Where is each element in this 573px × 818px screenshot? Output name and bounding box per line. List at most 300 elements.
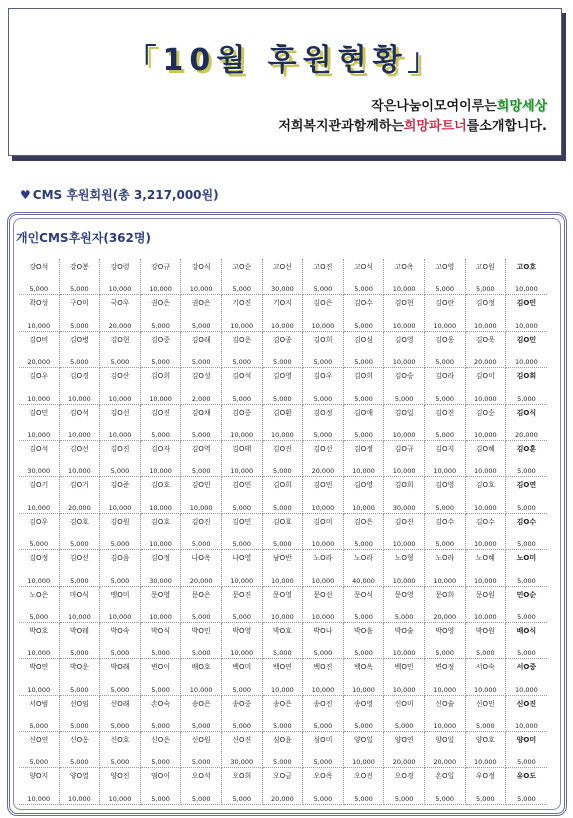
donor-name: 김O웅 [435,335,455,344]
donor-amount: 10,000 [27,503,51,512]
donor-amount: 10,000 [352,503,375,512]
donor-cell [466,659,507,695]
donor-name: 노O은 [29,590,49,599]
donor-name: 강O봉 [69,263,89,271]
donor-amount: 10,000 [108,503,132,512]
donor-cell [222,659,263,695]
donor-amount: 5,000 [232,794,252,803]
donor-amount: 10,000 [27,576,51,585]
donor-cell [384,295,425,331]
donor-amount: 10,000 [230,430,254,439]
donor-amount: 10,000 [311,321,335,330]
donor-amount: 10,000 [230,576,254,585]
donor-cell [100,405,141,441]
donor-cell [303,405,344,441]
donor-name: 노O혜 [475,554,495,563]
donor-amount: 40,000 [352,576,375,585]
donor-name: 박O술 [394,626,414,635]
donor-name: 김O원 [110,517,130,526]
donor-name: 송O영 [354,699,374,708]
donor-name: 양O지 [29,772,49,781]
donor-amount: 5,000 [232,394,252,403]
donor-name: 김O우 [29,372,49,381]
donor-amount: 10,000 [270,430,294,439]
tagline-2-suffix: 를소개합니다. [466,119,547,134]
donor-name: 김O종 [272,335,292,344]
donor-amount: 5,000 [191,467,211,476]
donor-amount: 5,000 [151,758,170,767]
donor-amount: 10,000 [230,467,254,476]
donor-cell [100,477,141,513]
donor-amount: 5,000 [110,540,130,549]
donor-cell [19,477,60,513]
donor-amount: 5,000 [517,540,536,549]
donor-amount: 10,000 [392,321,416,330]
donor-amount: 5,000 [394,612,414,621]
donor-cell [303,659,344,695]
donor-amount: 10,000 [68,394,91,403]
donor-cell [60,696,101,732]
donor-amount: 5,000 [232,685,252,694]
donor-amount: 5,000 [70,576,89,585]
donor-amount: 5,000 [476,649,495,658]
donor-cell [100,550,141,586]
donor-cell [344,732,385,768]
donor-amount: 5,000 [273,649,292,658]
cms-total-label: CMS 후원회원(총 3,217,000원) [32,188,219,202]
donor-cell [344,768,385,804]
donor-name: 김O희 [151,372,171,381]
donor-cell [303,295,344,331]
donor-cell [303,550,344,586]
donor-amount: 5,000 [354,649,373,658]
donor-cell [181,332,222,368]
donor-name: 우O정 [475,772,495,781]
donor-amount: 10,000 [352,758,375,767]
donor-cell [506,696,547,732]
donor-cell [60,332,101,368]
donor-amount: 20,000 [473,358,497,367]
donor-cell [466,768,507,804]
donor-name: 곽O성 [29,299,49,308]
donor-amount: 5,000 [517,576,536,585]
donor-name: 김O진 [435,408,455,417]
donor-name: 김O우 [29,517,49,526]
donor-amount: 5,000 [313,758,333,767]
donor-name: 오O금 [272,772,292,781]
donor-amount: 5,000 [232,285,252,294]
donor-name: 고O선 [272,263,292,271]
donor-cell [384,659,425,695]
donor-amount: 5,000 [191,358,211,367]
donor-cell [181,477,222,513]
donor-name: 김O심 [354,335,374,344]
donor-name: 신O미 [394,699,414,708]
donor-name: 김O민 [516,335,537,344]
donor-cell [303,259,344,295]
donor-cell [19,368,60,404]
donor-cell [263,587,304,623]
donor-name: 김O산 [110,372,130,381]
donor-cell [19,332,60,368]
donor-amount: 5,000 [110,758,130,767]
donor-cell [100,587,141,623]
donor-amount: 5,000 [435,358,455,367]
donor-amount: 10,000 [352,467,375,476]
donor-cell [60,587,101,623]
donor-name: 문O은 [191,590,211,599]
donor-name: 변O정 [435,663,455,672]
donor-cell [100,259,141,295]
donor-cell [425,732,466,768]
donor-cell [344,659,385,695]
donor-cell [425,405,466,441]
donor-cell [425,441,466,477]
donor-name: 기O지 [272,299,292,308]
donor-amount: 10,000 [108,285,132,294]
donor-name: 김O애 [354,408,374,417]
donor-cell [384,368,425,404]
donor-cell [60,441,101,477]
donor-name: 김O민 [29,408,49,417]
donor-name: 김O현 [110,335,130,344]
donor-name: 강O식 [191,263,211,271]
donor-amount: 10,000 [311,685,335,694]
donor-name: 박O영 [435,626,455,635]
donor-amount: 20,000 [27,358,51,367]
donor-cell [100,696,141,732]
donor-name: 김O민 [313,481,333,490]
donor-cell [181,259,222,295]
donor-cell [181,514,222,550]
donor-amount: 5,000 [313,794,333,803]
donor-cell [19,295,60,331]
donor-name: 노O미 [516,554,537,563]
donor-name: 김O정 [354,444,374,453]
donor-name: 박O호 [272,626,292,635]
donor-amount: 5,000 [273,358,292,367]
donor-name: 양O진 [110,772,130,781]
donor-cell [384,332,425,368]
donor-cell [141,550,182,586]
donor-cell [425,696,466,732]
donor-amount: 10,000 [149,503,172,512]
donor-cell [141,514,182,550]
donor-amount: 10,000 [515,321,538,330]
donor-cell [466,477,507,513]
donor-amount: 10,000 [27,430,51,439]
donor-cell [506,514,547,550]
donor-cell [19,441,60,477]
donor-amount: 30,000 [392,503,416,512]
donor-amount: 5,000 [313,649,333,658]
donor-amount: 10,000 [68,612,91,621]
donor-name: 김O영 [394,335,414,344]
donor-amount: 30,000 [27,467,51,476]
donor-amount: 2,000 [191,394,211,403]
donor-name: 김O희 [313,335,333,344]
donor-amount: 10,000 [473,576,497,585]
header-banner [8,8,562,156]
donor-name: 김O욱 [475,335,495,344]
donor-amount: 5,000 [435,285,455,294]
donor-name: 손O숙 [151,699,171,708]
donor-amount: 5,000 [191,794,211,803]
donor-cell [141,295,182,331]
donor-name: 김O희 [394,481,414,490]
donor-cell [384,514,425,550]
donor-cell [19,623,60,659]
donor-amount: 5,000 [191,540,211,549]
donor-amount: 5,000 [354,321,373,330]
donor-cell [60,623,101,659]
donor-name: 김O민 [232,481,252,490]
donor-name: 박O호 [29,626,49,635]
donor-amount: 5,000 [29,540,49,549]
donor-name: 김O진 [151,408,171,417]
donor-name: 박O운 [69,663,89,672]
donor-cell [100,732,141,768]
donor-amount: 20,000 [311,467,335,476]
donor-cell [100,623,141,659]
donor-cell [506,659,547,695]
donor-amount: 5,000 [394,394,414,403]
donor-name: 박O음 [354,626,374,635]
donor-name: 강O석 [29,263,49,271]
donor-cell [425,550,466,586]
donor-amount: 10,000 [515,358,538,367]
donor-name: 국O우 [110,299,130,308]
donor-name: 신O진 [232,736,252,745]
donor-cell [100,514,141,550]
donor-amount: 10,000 [68,430,91,439]
donor-amount: 5,000 [110,467,130,476]
donor-amount: 5,000 [70,321,89,330]
donor-name: 김O준 [110,481,130,490]
donor-amount: 10,000 [392,540,416,549]
donor-name: 김O승 [394,372,414,381]
donor-amount: 5,000 [517,612,536,621]
donor-name: 김O비 [29,335,49,344]
donor-amount: 5,000 [273,503,292,512]
donor-name: 김O선 [110,408,130,417]
donor-name: 김O미 [475,372,495,381]
donor-name: 김O란 [435,299,455,308]
donor-cell [141,259,182,295]
donor-amount: 10,000 [473,467,497,476]
donor-cell [466,514,507,550]
donor-cell [303,587,344,623]
donor-name: 김O자 [151,444,171,453]
donor-cell [181,405,222,441]
donor-amount: 10,000 [108,612,132,621]
donor-amount: 5,000 [517,467,536,476]
donor-name: 김O정 [313,408,333,417]
donor-name: 구O미 [69,299,89,308]
cms-section-heading [20,186,219,203]
donor-cell [303,623,344,659]
donor-amount: 5,000 [273,540,292,549]
donor-cell [60,659,101,695]
donor-name: 김O석 [29,444,49,453]
donor-amount: 10,000 [515,285,538,294]
donor-cell [384,441,425,477]
donor-cell [425,768,466,804]
donor-cell [181,696,222,732]
donor-amount: 5,000 [110,722,130,731]
donor-name: 남O반 [272,554,292,563]
donor-cell [344,441,385,477]
donor-amount: 5,000 [435,503,455,512]
donor-name: 김O태 [232,444,252,453]
donor-name: 김O희 [354,372,374,381]
donor-name: 김O병 [69,335,89,344]
donor-amount: 10,000 [473,685,497,694]
tagline-1-text: 작은나눔이모여이루는 [371,99,497,114]
donor-name: 김O연 [516,481,537,490]
donor-name: 김O희 [272,481,292,490]
donor-cell [141,732,182,768]
donor-name: 온O일 [435,772,455,781]
donor-amount: 5,000 [110,576,130,585]
donor-cell [19,587,60,623]
donor-cell [303,696,344,732]
donor-cell [263,295,304,331]
donor-cell [222,441,263,477]
donor-name: 김O선 [313,444,333,453]
donor-amount: 5,000 [70,685,89,694]
donor-name: 김O영 [435,481,455,490]
donor-amount: 5,000 [232,503,252,512]
donor-amount: 5,000 [191,758,211,767]
donor-cell [344,514,385,550]
donor-amount: 5,000 [313,394,333,403]
donor-name: 김O호 [151,481,171,490]
donor-cell [60,550,101,586]
donor-name: 마O식 [69,590,89,599]
donor-amount: 5,000 [232,540,252,549]
donor-name: 박O민 [191,626,211,635]
donor-name: 양O열 [69,772,89,781]
donor-name: 김O호 [272,517,292,526]
donor-name: 민O순 [516,590,537,599]
donor-name: 박O숙 [110,626,130,635]
donor-amount: 10,000 [189,285,213,294]
donor-name: 박O레 [69,626,89,635]
donor-name: 염O이 [151,772,171,781]
donor-cell [263,659,304,695]
donor-name: 김O기 [29,481,49,490]
donor-cell [506,623,547,659]
donor-cell [263,405,304,441]
donor-amount: 5,000 [70,358,89,367]
page-title: 「10월 후원현황」 [126,43,444,78]
donor-amount: 5,000 [110,358,130,367]
donor-name: 송O진 [313,699,333,708]
donor-cell [466,259,507,295]
donor-cell [222,477,263,513]
donor-cell [141,477,182,513]
donor-amount: 10,000 [230,649,254,658]
donor-name: 김O성 [191,372,211,381]
donor-amount: 5,000 [151,321,170,330]
donor-amount: 10,000 [392,467,416,476]
donor-cell [263,259,304,295]
donor-name: 김O중 [232,408,252,417]
donor-panel-title: 개인CMS후원자(362명) [16,231,151,245]
donor-cell [263,732,304,768]
donor-cell [425,659,466,695]
donor-cell [344,587,385,623]
donor-name: 김O호 [475,481,495,490]
donor-cell [60,732,101,768]
donor-name: 박O래 [110,663,130,672]
donor-name: 노O라 [435,554,455,563]
donor-name: 문O영 [151,590,171,599]
donor-amount: 10,000 [27,394,51,403]
donor-amount: 10,000 [270,612,294,621]
donor-name: 양O호 [475,736,495,745]
donor-name: 양O연 [394,736,414,745]
donor-panel [7,212,567,816]
donor-amount: 20,000 [108,321,132,330]
donor-cell [506,587,547,623]
donor-name: 백O민 [394,663,414,672]
donor-amount: 10,000 [433,685,457,694]
donor-amount: 5,000 [354,540,373,549]
banner-tagline-2 [278,115,547,134]
donor-name: 김O래 [191,335,211,344]
donor-name: 고O진 [313,263,333,271]
donor-cell [506,332,547,368]
donor-cell [303,732,344,768]
donor-amount: 10,000 [27,649,51,658]
donor-amount: 5,000 [151,358,170,367]
donor-amount: 5,000 [354,612,373,621]
donor-cell [60,514,101,550]
donor-cell [344,368,385,404]
donor-amount: 10,000 [189,503,213,512]
donor-name: 서O범 [29,699,49,708]
donor-cell [384,477,425,513]
donor-cell [222,732,263,768]
donor-amount: 10,000 [108,394,132,403]
donor-amount: 5,000 [191,430,211,439]
donor-name: 고O호 [516,263,537,271]
donor-cell [506,732,547,768]
donor-amount: 10,000 [68,794,91,803]
donor-name: 오O진 [354,772,374,781]
donor-name: 김O정 [151,554,171,563]
donor-amount: 5,000 [435,430,455,439]
donor-amount: 5,000 [191,612,211,621]
donor-name: 노O라 [313,554,333,563]
donor-cell [19,696,60,732]
donor-cell [141,332,182,368]
donor-cell [100,659,141,695]
donor-amount: 5,000 [313,430,333,439]
donor-amount: 5,000 [151,430,170,439]
donor-name: 오O경 [394,772,414,781]
donor-amount: 10,000 [311,503,335,512]
donor-name: 노O형 [394,554,414,563]
donor-cell [141,587,182,623]
donor-amount: 5,000 [517,503,536,512]
donor-cell [141,405,182,441]
donor-amount: 5,000 [394,722,414,731]
donor-amount: 10,000 [27,321,51,330]
donor-name: 박O연 [29,663,49,672]
